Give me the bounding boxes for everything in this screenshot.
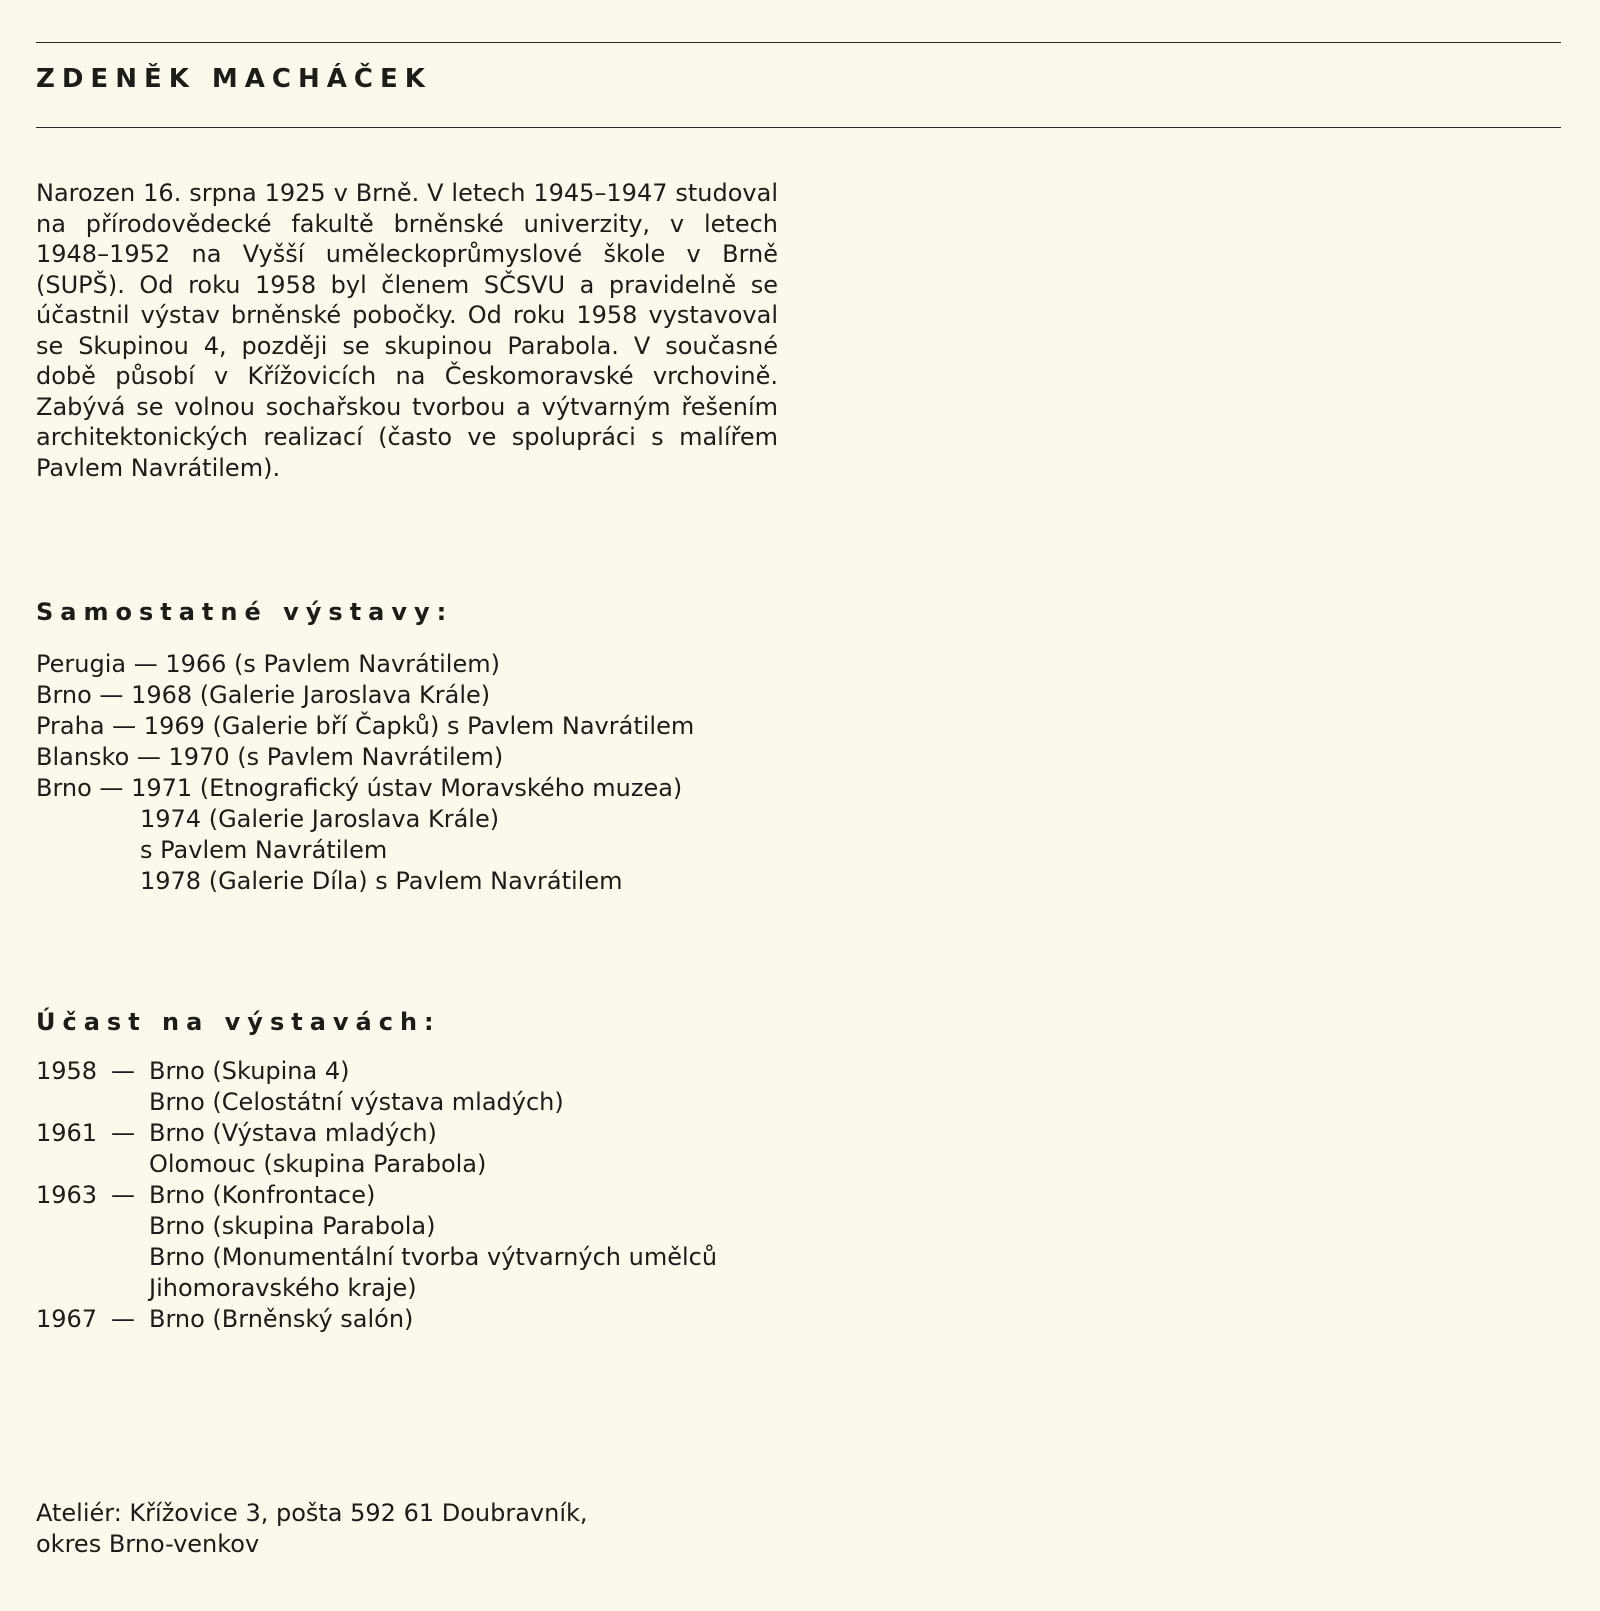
list-item (36, 1149, 717, 1180)
exhibition-venue: Brno (Brněnský salón) (149, 1305, 414, 1333)
list-item (36, 1242, 717, 1273)
exhibition-venue: Brno (Monumentální tvorba výtvarných umělců (149, 1243, 718, 1271)
group-exhibitions-heading: Účast na výstavách: (36, 1008, 441, 1036)
title-bottom-rule (36, 127, 1561, 128)
list-item: 1978 (Galerie Díla) s Pavlem Navrátilem (140, 867, 623, 895)
dash: — (111, 1119, 135, 1147)
list-item: Praha — 1969 (Galerie bří Čapků) s Pavlem Navrátilem (36, 712, 695, 740)
solo-exhibitions-list (36, 649, 694, 897)
list-item: 1974 (Galerie Jaroslava Krále) (140, 805, 500, 833)
solo-exhibitions-heading: Samostatné výstavy: (36, 598, 454, 626)
list-item (36, 1056, 717, 1087)
studio-address (36, 1498, 588, 1560)
list-item (36, 1211, 717, 1242)
list-item: Blansko — 1970 (s Pavlem Navrátilem) (36, 743, 504, 771)
exhibition-venue: Brno (Celostátní výstava mladých) (149, 1088, 564, 1116)
studio-address-line: Ateliér: Křížovice 3, pošta 592 61 Doubravník, (36, 1499, 588, 1527)
dash: — (111, 1057, 135, 1085)
list-item: Brno — 1971 (Etnografický ústav Moravského muzea) (36, 774, 683, 802)
list-item (36, 1087, 717, 1118)
dash: — (111, 1181, 135, 1209)
artist-name: ZDENĚK MACHÁČEK (36, 64, 432, 94)
list-item (36, 1180, 717, 1211)
exhibition-venue: Brno (Konfrontace) (149, 1181, 376, 1209)
exhibition-year: 1967 (36, 1305, 98, 1333)
list-item (36, 1304, 717, 1335)
list-item (36, 1273, 717, 1304)
exhibition-venue: Brno (Skupina 4) (149, 1057, 350, 1085)
exhibition-venue: Olomouc (skupina Parabola) (149, 1150, 487, 1178)
studio-address-line: okres Brno-venkov (36, 1530, 260, 1558)
exhibition-year: 1963 (36, 1181, 98, 1209)
list-item: Brno — 1968 (Galerie Jaroslava Krále) (36, 681, 491, 709)
dash: — (111, 1305, 135, 1333)
exhibition-venue: Brno (skupina Parabola) (149, 1212, 436, 1240)
list-item: Perugia — 1966 (s Pavlem Navrátilem) (36, 650, 500, 678)
biography-paragraph: Narozen 16. srpna 1925 v Brně. V letech 1945–1947 studoval na přírodovědecké fakultě brněnské univerzity, v letech 1948–1952 na Vyšší uměleckoprůmyslové škole v Brně (SUPŠ). Od roku 1958 byl členem SČSVU a pravidelně se účastnil výstav brněnské pobočky. Od roku 1958 vystavoval se Skupinou 4, později se skupinou Parabola. V současné době působí v Křížovicích na Českomoravské vrchovině. Zabývá se volnou sochařskou tvorbou a výtvarným řešením architektonických realizací (často ve spolupráci s malířem Pavlem Navrátilem). (36, 179, 778, 482)
exhibition-year: 1961 (36, 1119, 98, 1147)
group-exhibitions-list (36, 1056, 717, 1335)
top-rule (36, 42, 1561, 43)
exhibition-venue: Jihomoravského kraje) (149, 1274, 417, 1302)
exhibition-venue: Brno (Výstava mladých) (149, 1119, 437, 1147)
list-item: s Pavlem Navrátilem (140, 836, 388, 864)
list-item (36, 1118, 717, 1149)
exhibition-year: 1958 (36, 1057, 98, 1085)
